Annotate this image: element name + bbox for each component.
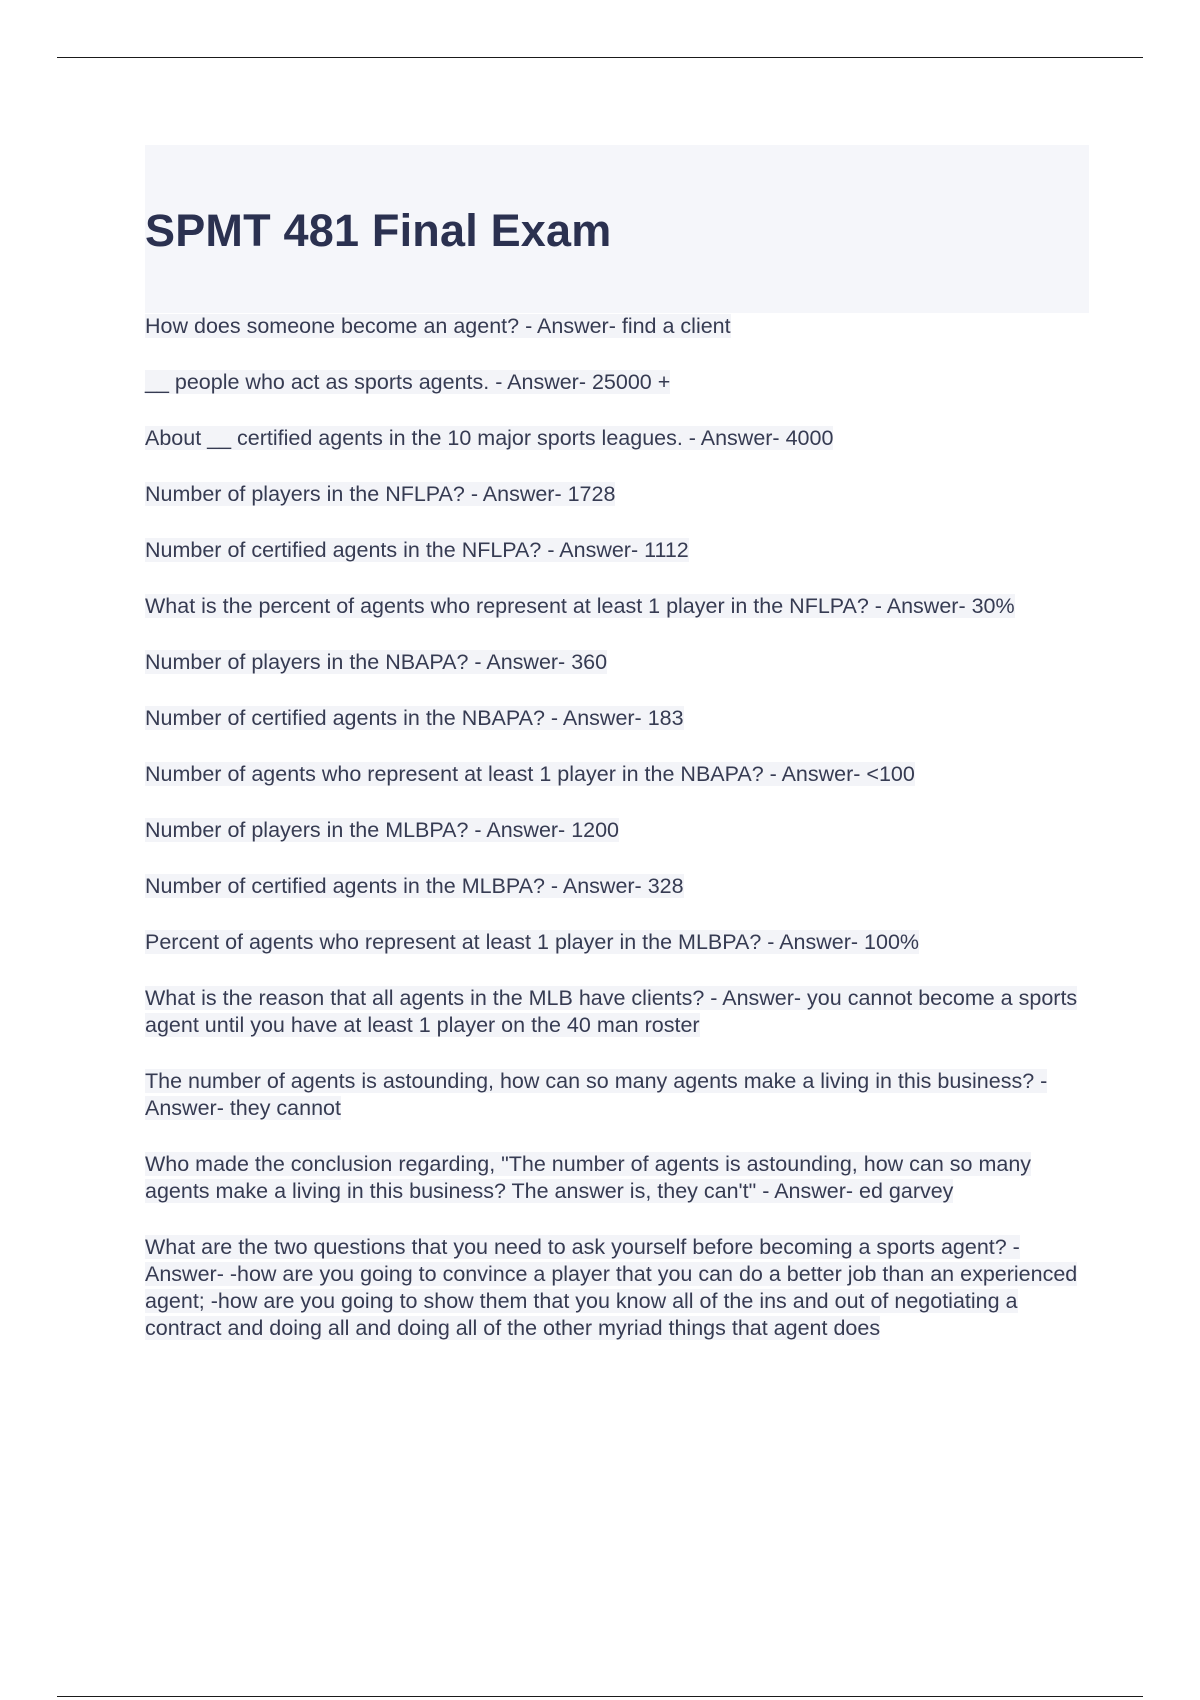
qa-item (145, 425, 1089, 452)
qa-text: Who made the conclusion regarding, "The number of agents is astounding, how can so many agents make a living in this business? The answer is, they can't" - Answer- ed garvey (145, 1152, 1032, 1203)
qa-text: __ people who act as sports agents. - Answer- 25000 + (145, 370, 671, 394)
qa-text: Percent of agents who represent at least 1 player in the MLBPA? - Answer- 100% (145, 930, 920, 954)
qa-item (145, 1151, 1089, 1205)
qa-item (145, 481, 1089, 508)
qa-item (145, 873, 1089, 900)
qa-item (145, 817, 1089, 844)
qa-text: Number of agents who represent at least 1 player in the NBAPA? - Answer- <100 (145, 762, 915, 786)
qa-item (145, 537, 1089, 564)
qa-text: Number of players in the NBAPA? - Answer- 360 (145, 650, 608, 674)
footer-rule (57, 1696, 1143, 1697)
qa-text: About __ certified agents in the 10 major sports leagues. - Answer- 4000 (145, 426, 834, 450)
qa-text: What is the percent of agents who represent at least 1 player in the NFLPA? - Answer- 30% (145, 594, 1015, 618)
qa-item (145, 1234, 1089, 1342)
qa-text: Number of certified agents in the NFLPA? - Answer- 1112 (145, 538, 689, 562)
qa-item (145, 705, 1089, 732)
qa-item (145, 649, 1089, 676)
document-body (145, 145, 1089, 1342)
document-title: SPMT 481 Final Exam (145, 205, 612, 256)
qa-text: Number of players in the NFLPA? - Answer- 1728 (145, 482, 616, 506)
qa-item (145, 313, 1089, 340)
qa-item (145, 593, 1089, 620)
header-rule (57, 57, 1143, 58)
qa-item (145, 929, 1089, 956)
title-band (145, 145, 1089, 313)
qa-text: Number of certified agents in the MLBPA? - Answer- 328 (145, 874, 684, 898)
qa-item (145, 761, 1089, 788)
qa-item (145, 369, 1089, 396)
qa-text: Number of players in the MLBPA? - Answer- 1200 (145, 818, 620, 842)
qa-text: What are the two questions that you need to ask yourself before becoming a sports agent? - Answer- -how are you going to convince a player that you can do a better job than an experienced agent; -how are you going to show them that you know all of the ins and out of negotiating a contract and doing all and doing all of the other myriad things that agent does (145, 1235, 1078, 1340)
qa-item (145, 1068, 1089, 1122)
qa-item (145, 985, 1089, 1039)
qa-list (145, 313, 1089, 1342)
qa-text: The number of agents is astounding, how can so many agents make a living in this business? - Answer- they cannot (145, 1069, 1048, 1120)
qa-text: What is the reason that all agents in the MLB have clients? - Answer- you cannot become a sports agent until you have at least 1 player on the 40 man roster (145, 986, 1078, 1037)
qa-text: How does someone become an agent? - Answer- find a client (145, 314, 731, 338)
qa-text: Number of certified agents in the NBAPA? - Answer- 183 (145, 706, 684, 730)
